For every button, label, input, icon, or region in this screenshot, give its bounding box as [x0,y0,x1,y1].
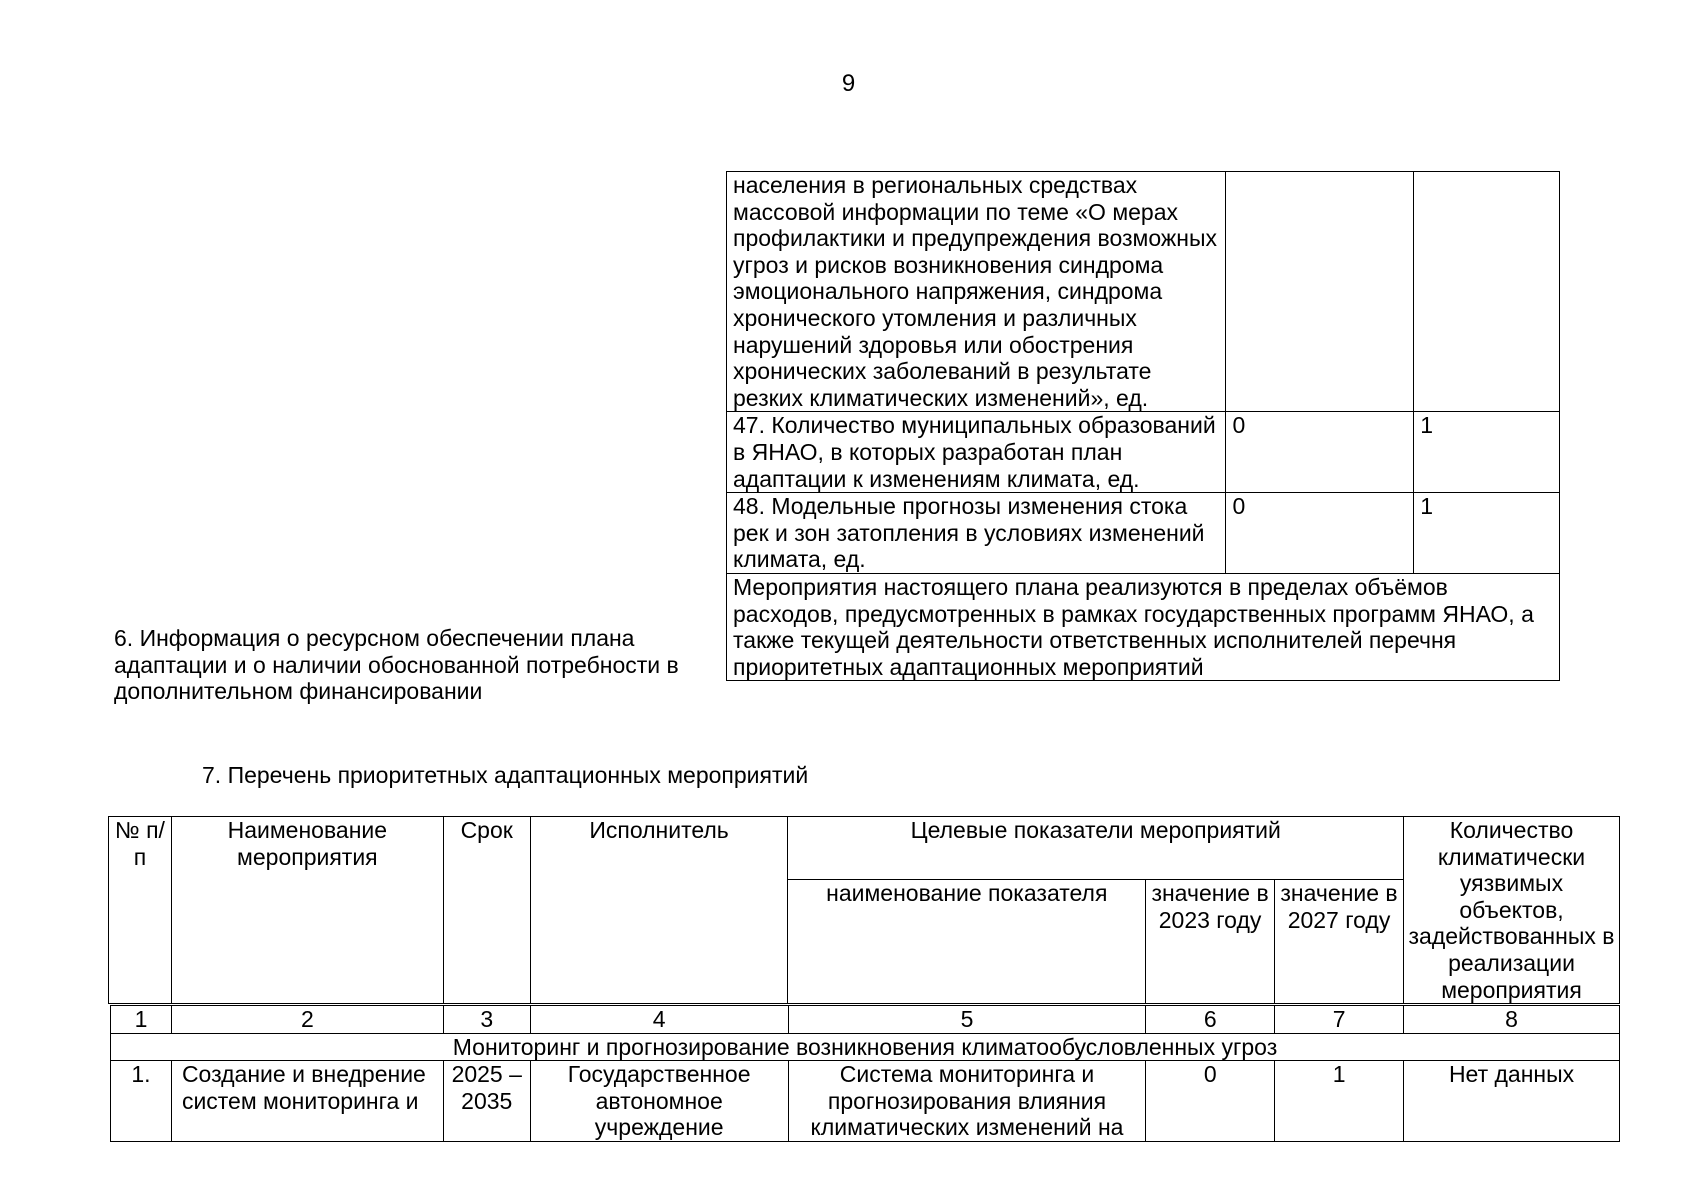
indicator-name: населения в региональных средствах массовой информации по теме «О мерах профилактики и предупреждения возможных угроз и рисков возникновения синдрома эмоционального напряжения, синдрома хронического утомления и различных нарушений здоровья или обострения хронических заболеваний в результате резких климатических изменений», ед. [727,172,1226,412]
header-indicator: наименование показателя [788,880,1146,1004]
value-2023: 0 [1226,412,1414,493]
section-heading: Мониторинг и прогнозирование возникновения климатообусловленных угроз [111,1033,1620,1061]
measure-v2027: 1 [1275,1061,1404,1142]
indicator-name: 47. Количество муниципальных образований в ЯНАО, в которых разработан план адаптации к изменениям климата, ед. [727,412,1226,493]
table-row [727,172,1560,412]
value-2023 [1226,172,1414,412]
header-objects: Количество климатически уязвимых объектов, задействованных в реализации мероприятия [1404,817,1620,1004]
header-num: № п/п [109,817,172,1004]
page-number: 9 [841,70,856,97]
header-v2027: значение в 2027 году [1275,880,1404,1004]
measures-table [110,1005,1620,1142]
measure-term: 2025 – 2035 [443,1061,530,1142]
header-term: Срок [443,817,530,1004]
financing-label: 6. Информация о ресурсном обеспечении плана адаптации и о наличии обоснованной потребности в дополнительном финансировании [114,625,679,705]
indicator-name: 48. Модельные прогнозы изменения стока рек и зон затопления в условиях изменений климата, ед. [727,493,1226,574]
column-number: 7 [1275,1006,1404,1034]
header-executor: Исполнитель [530,817,788,1004]
section-row [111,1033,1620,1061]
measure-v2023: 0 [1146,1061,1275,1142]
measure-indicator: Система мониторинга и прогнозирования влияния климатических изменений на [788,1061,1146,1142]
column-number: 2 [171,1006,443,1034]
column-number: 6 [1146,1006,1275,1034]
measure-objects: Нет данных [1404,1061,1620,1142]
measures-table-header [108,816,1620,1004]
header-targets: Целевые показатели мероприятий [788,817,1404,880]
table-row [111,1061,1620,1142]
indicators-table [726,171,1560,681]
value-2023: 0 [1226,493,1414,574]
table-row [727,493,1560,574]
column-number: 4 [530,1006,788,1034]
column-number-row [111,1006,1620,1034]
column-number: 8 [1404,1006,1620,1034]
measure-executor: Государственное автономное учреждение [530,1061,788,1142]
column-number: 1 [111,1006,172,1034]
column-number: 3 [443,1006,530,1034]
value-2027: 1 [1414,412,1560,493]
table-row [727,573,1560,680]
value-2027 [1414,172,1560,412]
header-row [109,817,1620,880]
section-title: 7. Перечень приоритетных адаптационных мероприятий [202,762,809,788]
row-num: 1. [111,1061,172,1142]
header-v2023: значение в 2023 году [1146,880,1275,1004]
financing-text: Мероприятия настоящего плана реализуются в пределах объёмов расходов, предусмотренных в рамках государственных программ ЯНАО, а также текущей деятельности ответственных исполнителей перечня приоритетных адаптационных мероприятий [727,573,1560,680]
table-row [727,412,1560,493]
measure-name: Создание и внедрение систем мониторинга и [171,1061,443,1142]
value-2027: 1 [1414,493,1560,574]
column-number: 5 [788,1006,1146,1034]
header-name: Наименование мероприятия [171,817,443,1004]
